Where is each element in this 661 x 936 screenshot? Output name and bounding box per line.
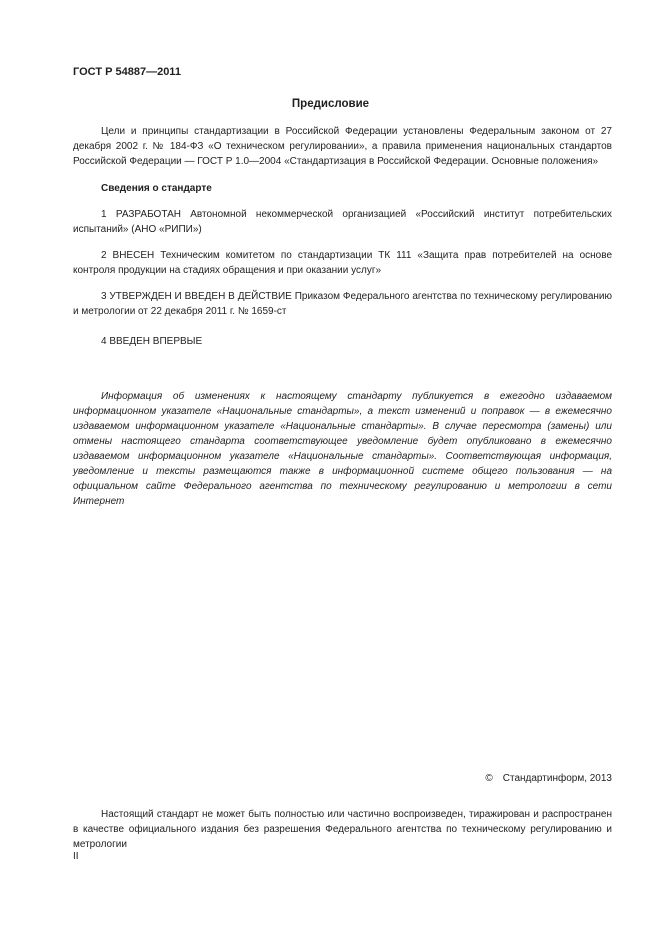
reproduction-restriction: Настоящий стандарт не может быть полностью или частично воспроизведен, тиражирован и распространен в качестве официального издания без разрешения Федерального агентства по техническому регулированию и метрологии [73,809,612,850]
copyright-symbol: © [485,773,493,784]
amendments-notice: Информация об изменениях к настоящему стандарту публикуется в ежегодно издаваемом информационном указателе «Национальные стандарты», а текст изменений и поправок — в ежемесячно издаваемом информационном указателе «Национальные стандарты». В случае пересмотра (замены) или отмены настоящего стандарта соответствующее уведомление будет опубликовано в ежемесячно издаваемом информационном указателе «Национальные стандарты». Соответствующая информация, уведомление и тексты размещаются также в информационной системе общего пользования — на официальном сайте Федерального агентства по техническому регулированию и метрологии в сети Интернет [73,391,612,507]
document-code: ГОСТ Р 54887—2011 [73,66,181,78]
page-title: Предисловие [291,98,370,110]
copyright-holder: Стандартинформ, 2013 [502,773,612,784]
standard-info-item-1: 1 РАЗРАБОТАН Автономной некоммерческой организацией «Российский институт потребительских испытаний» (АНО «РИПИ») [73,209,612,235]
copyright-notice [73,771,612,786]
intro-paragraph: Цели и принципы стандартизации в Российской Федерации установлены Федеральным законом от 27 декабря 2002 г. № 184-ФЗ «О техническом регулировании», а правила применения национальных стандартов Российской Федерации — ГОСТ Р 1.0—2004 «Стандартизация в Российской Федерации. Основные положения» [73,126,612,167]
standard-info-item-3: 3 УТВЕРЖДЕН И ВВЕДЕН В ДЕЙСТВИЕ Приказом Федерального агентства по техническому регулированию и метрологии от 22 декабря 2011 г. № 1659-ст [73,291,612,317]
page-number: II [73,851,79,862]
standard-info-item-4: 4 ВВЕДЕН ВПЕРВЫЕ [101,336,203,347]
standard-info-item-2: 2 ВНЕСЕН Техническим комитетом по стандартизации ТК 111 «Защита прав потребителей на основе контроля продукции на стадиях обращения и при оказании услуг» [73,250,612,276]
standard-info-heading: Сведения о стандарте [101,183,212,194]
